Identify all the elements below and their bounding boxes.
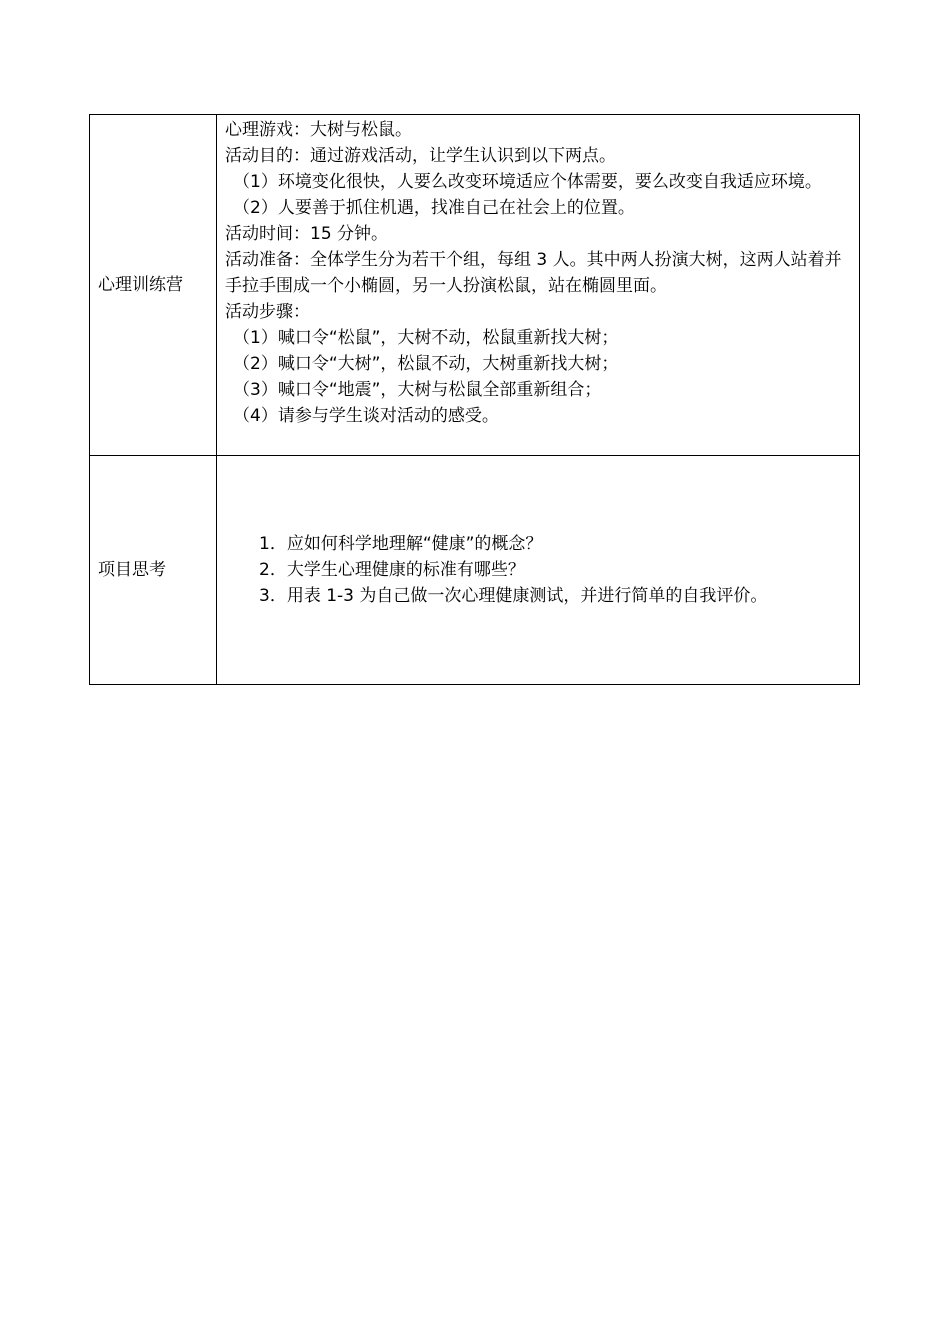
activity-step-1: （1）喊口令“松鼠”，大树不动，松鼠重新找大树； [233,328,619,348]
activity-step-3: （3）喊口令“地震”，大树与松鼠全部重新组合； [233,380,602,400]
project-thinking-content [217,456,860,685]
activity-preparation: 活动准备：全体学生分为若干个组，每组 3 人。其中两人扮演大树，这两人站着并手拉手围成一个小椭圆，另一人扮演松鼠，站在椭圆里面。 [225,250,842,296]
question-3: 3．用表 1-3 为自己做一次心理健康测试，并进行简单的自我评价。 [259,586,768,606]
row-label-project-thinking [90,456,217,685]
game-title: 心理游戏：大树与松鼠。 [225,120,412,140]
row-label-training-camp [90,115,217,456]
activity-purpose: 活动目的：通过游戏活动，让学生认识到以下两点。 [225,146,616,166]
activity-steps-heading: 活动步骤： [225,302,310,322]
activity-time: 活动时间：15 分钟。 [225,224,389,244]
training-camp-label: 心理训练营 [98,275,183,295]
question-1: 1．应如何科学地理解“健康”的概念？ [259,534,543,554]
training-camp-content [217,115,860,456]
table-row-training-camp [90,115,860,456]
purpose-point-1: （1）环境变化很快，人要么改变环境适应个体需要，要么改变自我适应环境。 [233,172,822,192]
project-thinking-label: 项目思考 [98,560,166,580]
question-2: 2．大学生心理健康的标准有哪些？ [259,560,525,580]
table-row-project-thinking [90,456,860,685]
activity-step-4: （4）请参与学生谈对活动的感受。 [233,406,499,426]
content-table [89,114,860,685]
purpose-point-2: （2）人要善于抓住机遇，找准自己在社会上的位置。 [233,198,635,218]
activity-step-2: （2）喊口令“大树”，松鼠不动，大树重新找大树； [233,354,619,374]
